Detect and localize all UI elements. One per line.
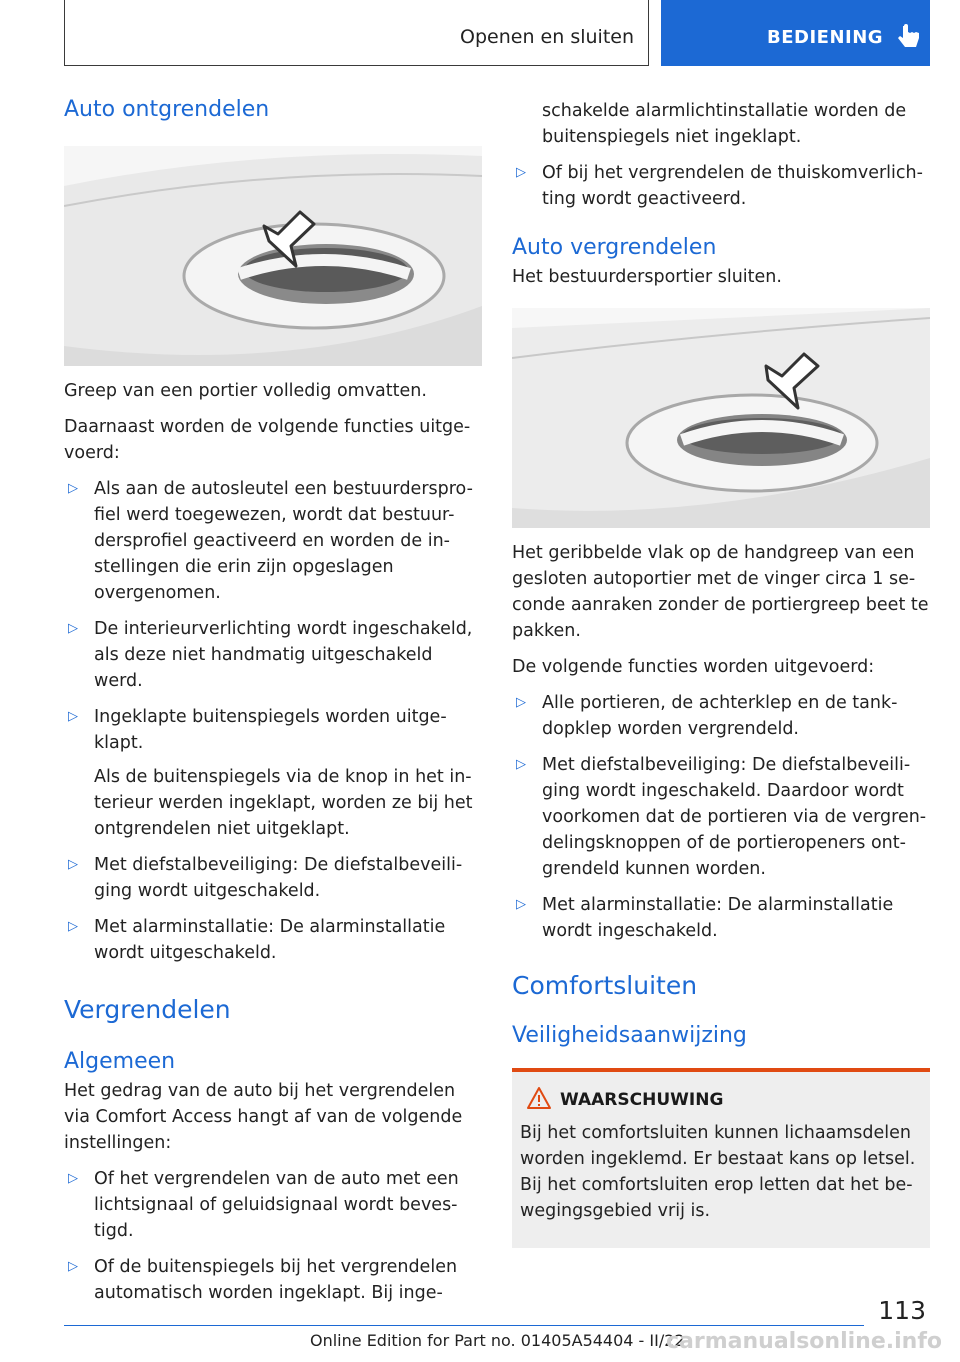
intro-lock-functions: De volgende functies worden uitgevoerd:	[512, 657, 875, 677]
list-item: ▷ Ingeklapte buitenspiegels worden uitge-klapt. Als de buitenspiegels via de knop in het in-terieur werden ingeklapt, worden ze bij het ontgrendelen niet uitgeklapt.	[64, 704, 482, 842]
section-title-lock-car: Auto vergrendelen	[512, 235, 717, 260]
bullet-triangle-icon: ▷	[68, 709, 78, 724]
list-item: ▷ Alle portieren, de achterklep en de tank-dopklep worden vergrendeld.	[516, 693, 898, 739]
header-chapter-box	[661, 0, 930, 66]
list-item: ▷ Als aan de autosleutel een bestuurderspro-fiel werd toegewezen, wordt dat bestuur-dersprofiel geactiveerd en worden de in-stellingen die erin zijn opgeslagen overgenomen.	[68, 479, 473, 603]
lock-car-text: Het bestuurdersportier sluiten.	[512, 267, 782, 287]
subsection-title-safety: Veiligheidsaanwijzing	[512, 1023, 747, 1048]
list-item: ▷ De interieurverlichting wordt ingeschakeld, als deze niet handmatig uitgeschakeld werd.	[68, 619, 473, 691]
list-item: ▷ Of bij het vergrendelen de thuiskomverlich-ting wordt geactiveerd.	[516, 163, 923, 209]
subsection-title-general: Algemeen	[64, 1049, 176, 1074]
lock-settings-list	[64, 1166, 482, 1306]
warning-title: WAARSCHUWING	[520, 1088, 922, 1112]
watermark: carmanualsonline.info	[666, 1329, 942, 1354]
bullet-triangle-icon: ▷	[516, 757, 526, 772]
list-item: ▷ Met alarminstallatie: De alarminstallatie wordt ingeschakeld.	[516, 895, 894, 941]
page-number: 113	[878, 1296, 926, 1325]
door-handle-arrow-image	[64, 146, 482, 366]
section-title-lock: Vergrendelen	[64, 995, 231, 1024]
bullet-triangle-icon: ▷	[68, 481, 78, 496]
warning-box	[512, 1068, 930, 1248]
footer-divider	[64, 1325, 864, 1326]
bullet-triangle-icon: ▷	[68, 1171, 78, 1186]
list-item: ▷ Met alarminstallatie: De alarminstallatie wordt uitgeschakeld.	[68, 917, 446, 963]
unlock-function-list	[64, 476, 482, 966]
lock-settings-list-continued	[512, 160, 930, 212]
section-title-unlock: Auto ontgrendelen	[64, 97, 270, 122]
continued-text: schakelde alarmlichtinstallatie worden de buitenspiegels niet ingeklapt.	[542, 101, 907, 147]
bullet-triangle-icon: ▷	[516, 695, 526, 710]
list-item: ▷ Of de buitenspiegels bij het vergrendelen automatisch worden ingeklapt. Bij inge-	[68, 1257, 458, 1303]
bullet-triangle-icon: ▷	[68, 857, 78, 872]
warning-triangle-icon	[526, 1086, 552, 1110]
caption-lock: Het geribbelde vlak op de handgreep van een gesloten autoportier met de vinger circa 1 se-conde aanraken zonder de portiergreep beet te pakken.	[512, 543, 929, 641]
bullet-triangle-icon: ▷	[68, 919, 78, 934]
caption-unlock: Greep van een portier volledig omvatten.	[64, 381, 427, 401]
header-chapter-title: BEDIENING	[767, 27, 884, 48]
section-title-comfort: Comfortsluiten	[512, 971, 698, 1000]
warning-text: Bij het comfortsluiten kunnen lichaamsdelen worden ingeklemd. Er bestaat kans op letsel. Bij het comfortsluiten erop letten dat het be-wegingsgebied vrij is.	[520, 1123, 916, 1221]
list-item: ▷ Of het vergrendelen van de auto met een lichtsignaal of geluidsignaal wordt beves-tigd.	[68, 1169, 459, 1241]
lock-function-list	[512, 690, 930, 944]
left-column	[64, 96, 482, 1306]
bullet-triangle-icon: ▷	[68, 621, 78, 636]
list-item: ▷ Met diefstalbeveiliging: De diefstalbeveili-ging wordt uitgeschakeld.	[68, 855, 463, 901]
bullet-triangle-icon: ▷	[516, 897, 526, 912]
hand-pointer-icon	[897, 24, 921, 52]
footer-edition: Online Edition for Part no. 01405A54404 - II/22	[310, 1331, 685, 1350]
intro-unlock-functions: Daarnaast worden de volgende functies uitge-voerd:	[64, 417, 471, 463]
bullet-triangle-icon: ▷	[68, 1259, 78, 1274]
door-handle-arrow-image	[512, 308, 930, 528]
list-item: ▷ Met diefstalbeveiliging: De diefstalbeveili-ging wordt ingeschakeld. Daardoor wordt voorkomen dat de portieren via de vergren-delingsknoppen of de portieropeners ont-grendeld kunnen worden.	[516, 755, 927, 879]
header-section-box	[64, 0, 649, 66]
list-item-note: Als de buitenspiegels via de knop in het in-terieur werden ingeklapt, worden ze bij het ontgrendelen niet uitgeklapt.	[94, 767, 473, 839]
general-text: Het gedrag van de auto bij het vergrendelen via Comfort Access hangt af van de volgende instellingen:	[64, 1081, 463, 1153]
header-section-title: Openen en sluiten	[460, 26, 634, 48]
right-column	[512, 98, 930, 1248]
bullet-triangle-icon: ▷	[516, 165, 526, 180]
